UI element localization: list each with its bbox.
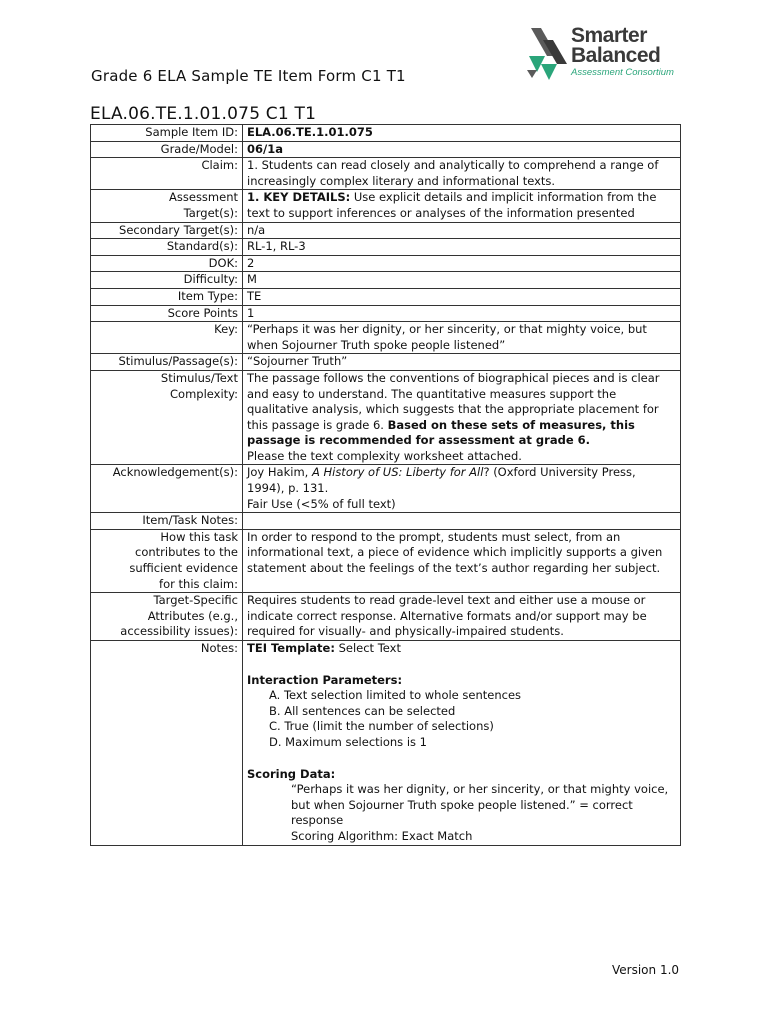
row-label-line: Stimulus/Text bbox=[160, 370, 238, 385]
row-label-line: accessibility issues): bbox=[120, 624, 238, 639]
assessment-target-text: Use explicit details and implicit information from the text to support inferences or analyses of the information presented bbox=[247, 190, 657, 220]
complexity-recommendation: Based on these sets of measures, this passage is recommended for assessment at grade 6. bbox=[247, 417, 635, 448]
logo-word-balanced: Balanced bbox=[571, 44, 661, 67]
row-label: Grade/Model: bbox=[91, 141, 243, 158]
row-label: Score Points bbox=[91, 305, 243, 322]
list-item: B. All sentences can be selected bbox=[269, 703, 456, 718]
how-contributes-value: In order to respond to the prompt, students must select, from an informational text, a piece of evidence which implicitly supports a given statement about the feelings of the text’s author regarding her subject. bbox=[243, 529, 681, 592]
table-row bbox=[91, 190, 681, 222]
citation-author: Joy Hakim, bbox=[247, 465, 312, 480]
assessment-target-value bbox=[243, 190, 681, 222]
row-label bbox=[91, 529, 243, 592]
row-label-line: Target-Specific bbox=[153, 593, 238, 608]
table-row bbox=[91, 593, 681, 641]
item-task-notes-value bbox=[243, 513, 681, 530]
dok-value: 2 bbox=[243, 255, 681, 272]
table-row bbox=[91, 513, 681, 530]
item-type-value: TE bbox=[243, 288, 681, 305]
page-header-title: Grade 6 ELA Sample TE Item Form C1 T1 bbox=[91, 67, 406, 85]
acknowledgements-value bbox=[243, 465, 681, 513]
row-label: Difficulty: bbox=[91, 272, 243, 289]
complexity-paragraph bbox=[247, 371, 676, 449]
row-label: Sample Item ID: bbox=[91, 125, 243, 142]
list-item: A. Text selection limited to whole sentences bbox=[269, 688, 522, 703]
row-label: DOK: bbox=[91, 255, 243, 272]
notes-value bbox=[243, 641, 681, 846]
table-row bbox=[91, 272, 681, 289]
row-label: Item Type: bbox=[91, 288, 243, 305]
scoring-algorithm: Scoring Algorithm: Exact Match bbox=[291, 828, 473, 843]
tei-template-value: Select Text bbox=[334, 641, 401, 655]
row-label: Claim: bbox=[91, 158, 243, 190]
smarter-balanced-logo bbox=[527, 26, 689, 82]
key-details-label: 1. KEY DETAILS: bbox=[247, 190, 351, 205]
table-row bbox=[91, 305, 681, 322]
list-item: D. Maximum selections is 1 bbox=[269, 734, 427, 749]
interaction-parameters-heading: Interaction Parameters: bbox=[247, 672, 403, 687]
tei-template-line bbox=[247, 641, 676, 657]
scoring-data-heading: Scoring Data: bbox=[247, 766, 336, 781]
table-row bbox=[91, 370, 681, 465]
row-label bbox=[91, 593, 243, 641]
table-row bbox=[91, 255, 681, 272]
citation-publication: ? (Oxford University Press, 1994), p. 131. bbox=[247, 465, 636, 496]
row-label bbox=[91, 190, 243, 222]
version-label: Version 1.0 bbox=[612, 963, 680, 977]
row-label: Standard(s): bbox=[91, 239, 243, 256]
item-specification-table bbox=[90, 124, 681, 846]
row-label: Key: bbox=[91, 322, 243, 354]
citation bbox=[247, 465, 676, 496]
sample-item-id-value: ELA.06.TE.1.01.075 bbox=[243, 125, 681, 142]
fair-use-note: Fair Use (<5% of full text) bbox=[247, 496, 396, 511]
row-label-line: Complexity: bbox=[170, 386, 238, 401]
claim-value: 1. Students can read closely and analytically to comprehend a range of increasingly complex literary and informational texts. bbox=[243, 158, 681, 190]
row-label-line: contributes to the bbox=[135, 545, 238, 560]
row-label-line: for this claim: bbox=[159, 576, 238, 591]
row-label: Acknowledgement(s): bbox=[91, 465, 243, 513]
row-label-line: Assessment bbox=[169, 190, 238, 205]
table-row bbox=[91, 158, 681, 190]
table-row bbox=[91, 529, 681, 592]
row-label bbox=[91, 370, 243, 465]
logo-mark-icon bbox=[527, 26, 571, 82]
logo-word-smarter: Smarter bbox=[571, 24, 647, 47]
secondary-targets-value: n/a bbox=[243, 222, 681, 239]
table-row bbox=[91, 141, 681, 158]
row-label: Secondary Target(s): bbox=[91, 222, 243, 239]
table-row bbox=[91, 239, 681, 256]
table-row bbox=[91, 322, 681, 354]
row-label: Notes: bbox=[91, 641, 243, 846]
grade-model-value: 06/1a bbox=[243, 141, 681, 158]
difficulty-value: M bbox=[243, 272, 681, 289]
tei-template-label: TEI Template: bbox=[247, 641, 335, 655]
standards-value: RL-1, RL-3 bbox=[243, 239, 681, 256]
table-row bbox=[91, 641, 681, 846]
table-row bbox=[91, 222, 681, 239]
list-item: C. True (limit the number of selections) bbox=[269, 719, 494, 734]
table-row bbox=[91, 354, 681, 371]
table-row bbox=[91, 125, 681, 142]
row-label: Stimulus/Passage(s): bbox=[91, 354, 243, 371]
score-points-value: 1 bbox=[243, 305, 681, 322]
row-label: Item/Task Notes: bbox=[91, 513, 243, 530]
stimulus-passage-value: “Sojourner Truth” bbox=[243, 354, 681, 371]
scoring-response: “Perhaps it was her dignity, or her sincerity, or that mighty voice, but when Sojourner Truth spoke people listened.” = correct response bbox=[291, 782, 669, 828]
row-label-line: Attributes (e.g., bbox=[147, 608, 238, 623]
document-title: ELA.06.TE.1.01.075 C1 T1 bbox=[90, 104, 317, 124]
complexity-worksheet-note: Please the text complexity worksheet attached. bbox=[247, 448, 522, 463]
target-specific-value: Requires students to read grade-level text and either use a mouse or indicate correct response. Alternative formats and/or support may be required for visually- and physically-impaired students. bbox=[243, 593, 681, 641]
stimulus-complexity-value bbox=[243, 370, 681, 465]
key-value: “Perhaps it was her dignity, or her sincerity, or that mighty voice, but when Sojourner Truth spoke people listened” bbox=[243, 322, 681, 354]
row-label-line: Target(s): bbox=[183, 205, 238, 220]
row-label-line: How this task bbox=[160, 529, 238, 544]
complexity-text: The passage follows the conventions of biographical pieces and is clear and easy to understand. The quantitative measures support the qualitative analysis, which suggests that the appropriate placement for this passage is grade 6. bbox=[247, 370, 660, 432]
row-label-line: sufficient evidence bbox=[129, 561, 238, 576]
table-row bbox=[91, 465, 681, 513]
logo-word-consortium: Assessment Consortium bbox=[571, 67, 674, 78]
table-row bbox=[91, 288, 681, 305]
citation-book-title: A History of US: Liberty for All bbox=[311, 465, 484, 480]
